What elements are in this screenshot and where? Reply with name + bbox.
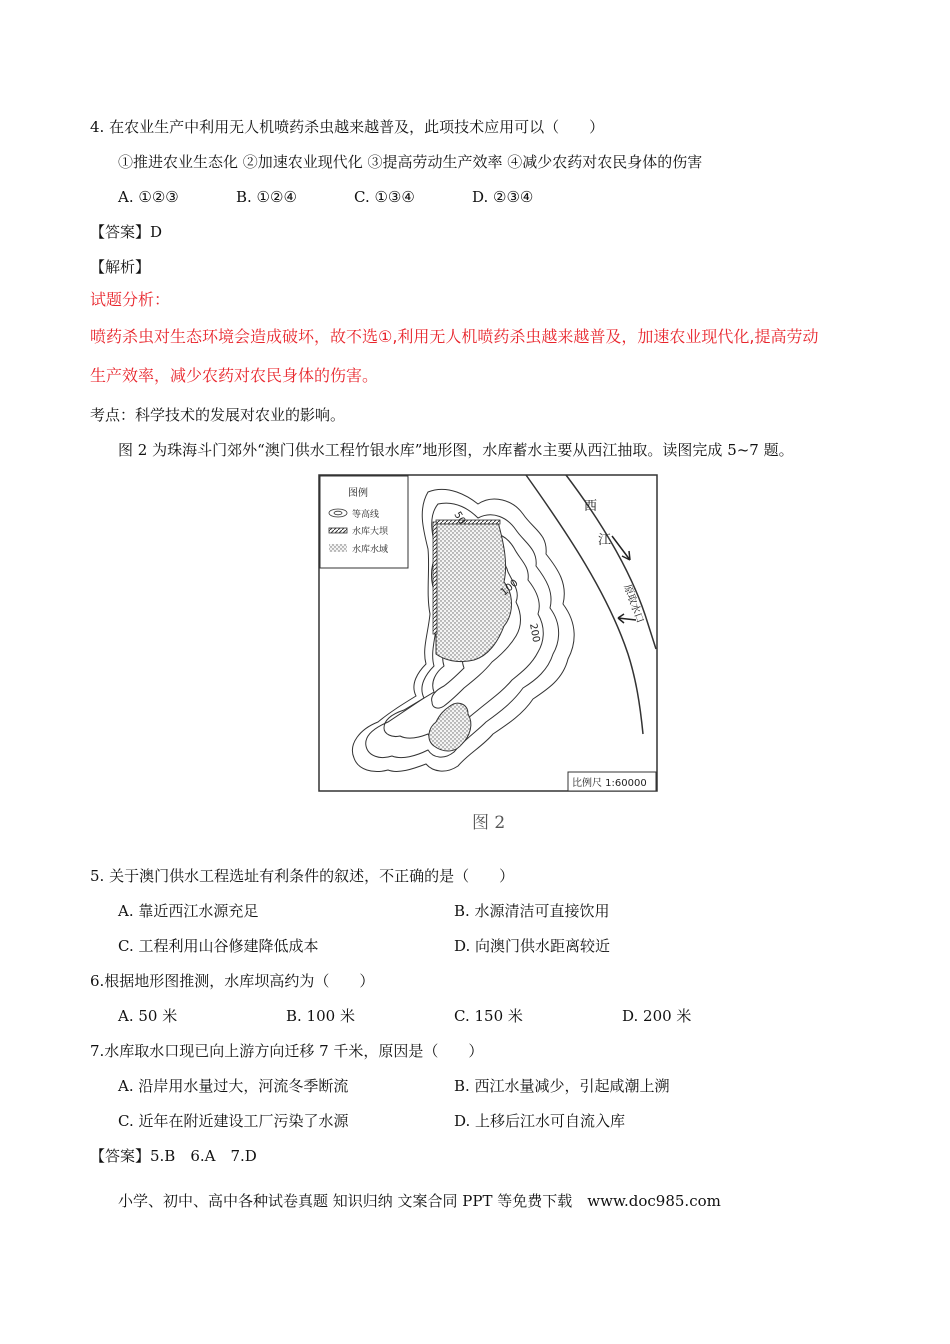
q5-option-b: B. 水源清洁可直接饮用 (454, 902, 610, 920)
q4-stem: 4. 在农业生产中利用无人机喷药杀虫越来越普及，此项技术应用可以（ ） (90, 118, 605, 136)
legend-dam-label: 水库大坝 (352, 527, 389, 537)
q4-analysis-label: 【解析】 (90, 258, 151, 276)
legend-water-label: 水库水域 (352, 545, 389, 555)
figure-caption: 图 2 (472, 813, 506, 833)
q4-answer: 【答案】D (90, 223, 163, 241)
q7-option-c: C. 近年在附近建设工厂污染了水源 (118, 1112, 349, 1130)
scale-label: 比例尺 1:60000 (572, 778, 647, 789)
kaodian: 考点：科学技术的发展对农业的影响。 (90, 406, 346, 424)
q5-option-a: A. 靠近西江水源充足 (118, 902, 259, 920)
q6-option-d: D. 200 米 (622, 1007, 692, 1025)
q4-option-d: D. ②③④ (472, 188, 534, 206)
intro-paragraph: 图 2 为珠海斗门郊外“澳门供水工程竹银水库”地形图，水库蓄水主要从西江抽取。读图完成 5~7 题。 (118, 441, 794, 459)
river-label-1: 西 (584, 499, 598, 514)
q7-option-b: B. 西江水量减少，引起咸潮上溯 (454, 1077, 670, 1095)
water-legend-icon (329, 544, 347, 552)
q7-stem: 7.水库取水口现已向上游方向迁移 7 千米，原因是（ ） (90, 1042, 484, 1060)
dam-left (433, 522, 437, 634)
answer-5-7: 【答案】5.B 6.A 7.D (90, 1147, 257, 1165)
analysis-line-1: 喷药杀虫对生态环境会造成破坏，故不选①,利用无人机喷药杀虫越来越普及，加速农业现代化,提高劳动 (90, 327, 819, 346)
q6-stem: 6.根据地形图推测，水库坝高约为（ ） (90, 972, 375, 990)
q7-option-d: D. 上移后江水可自流入库 (454, 1112, 626, 1130)
contour-label-100: 100 (498, 577, 521, 599)
footer-text: 小学、初中、高中各种试卷真题 知识归纳 文案合同 PPT 等免费下载 www.doc985.com (118, 1192, 721, 1210)
q5-stem: 5. 关于澳门供水工程选址有利条件的叙述，不正确的是（ ） (90, 867, 515, 885)
q6-option-a: A. 50 米 (118, 1007, 178, 1025)
analysis-title: 试题分析： (90, 290, 171, 309)
contour-map (318, 474, 658, 792)
q4-option-b: B. ①②④ (236, 188, 297, 206)
q4-option-a: A. ①②③ (118, 188, 179, 206)
q4-statements: ①推进农业生态化 ②加速农业现代化 ③提高劳动生产效率 ④减少农药对农民身体的伤害 (118, 153, 703, 171)
contour-label-200: 200 (527, 622, 542, 644)
q5-option-d: D. 向澳门供水距离较近 (454, 937, 611, 955)
legend-title: 图例 (348, 488, 368, 499)
contour-map-figure (318, 474, 658, 792)
q7-option-a: A. 沿岸用水量过大，河流冬季断流 (118, 1077, 349, 1095)
q5-option-c: C. 工程利用山谷修建降低成本 (118, 937, 319, 955)
contour-label-50: 50 (451, 510, 468, 527)
river-label-2: 江 (598, 533, 612, 548)
legend-contour-label: 等高线 (352, 510, 380, 520)
q6-option-b: B. 100 米 (286, 1007, 355, 1025)
intake-label: 原取水口 (621, 583, 646, 625)
analysis-line-2: 生产效率，减少农药对农民身体的伤害。 (90, 366, 379, 385)
dam-legend-icon (329, 528, 347, 533)
q6-option-c: C. 150 米 (454, 1007, 523, 1025)
q4-option-c: C. ①③④ (354, 188, 415, 206)
